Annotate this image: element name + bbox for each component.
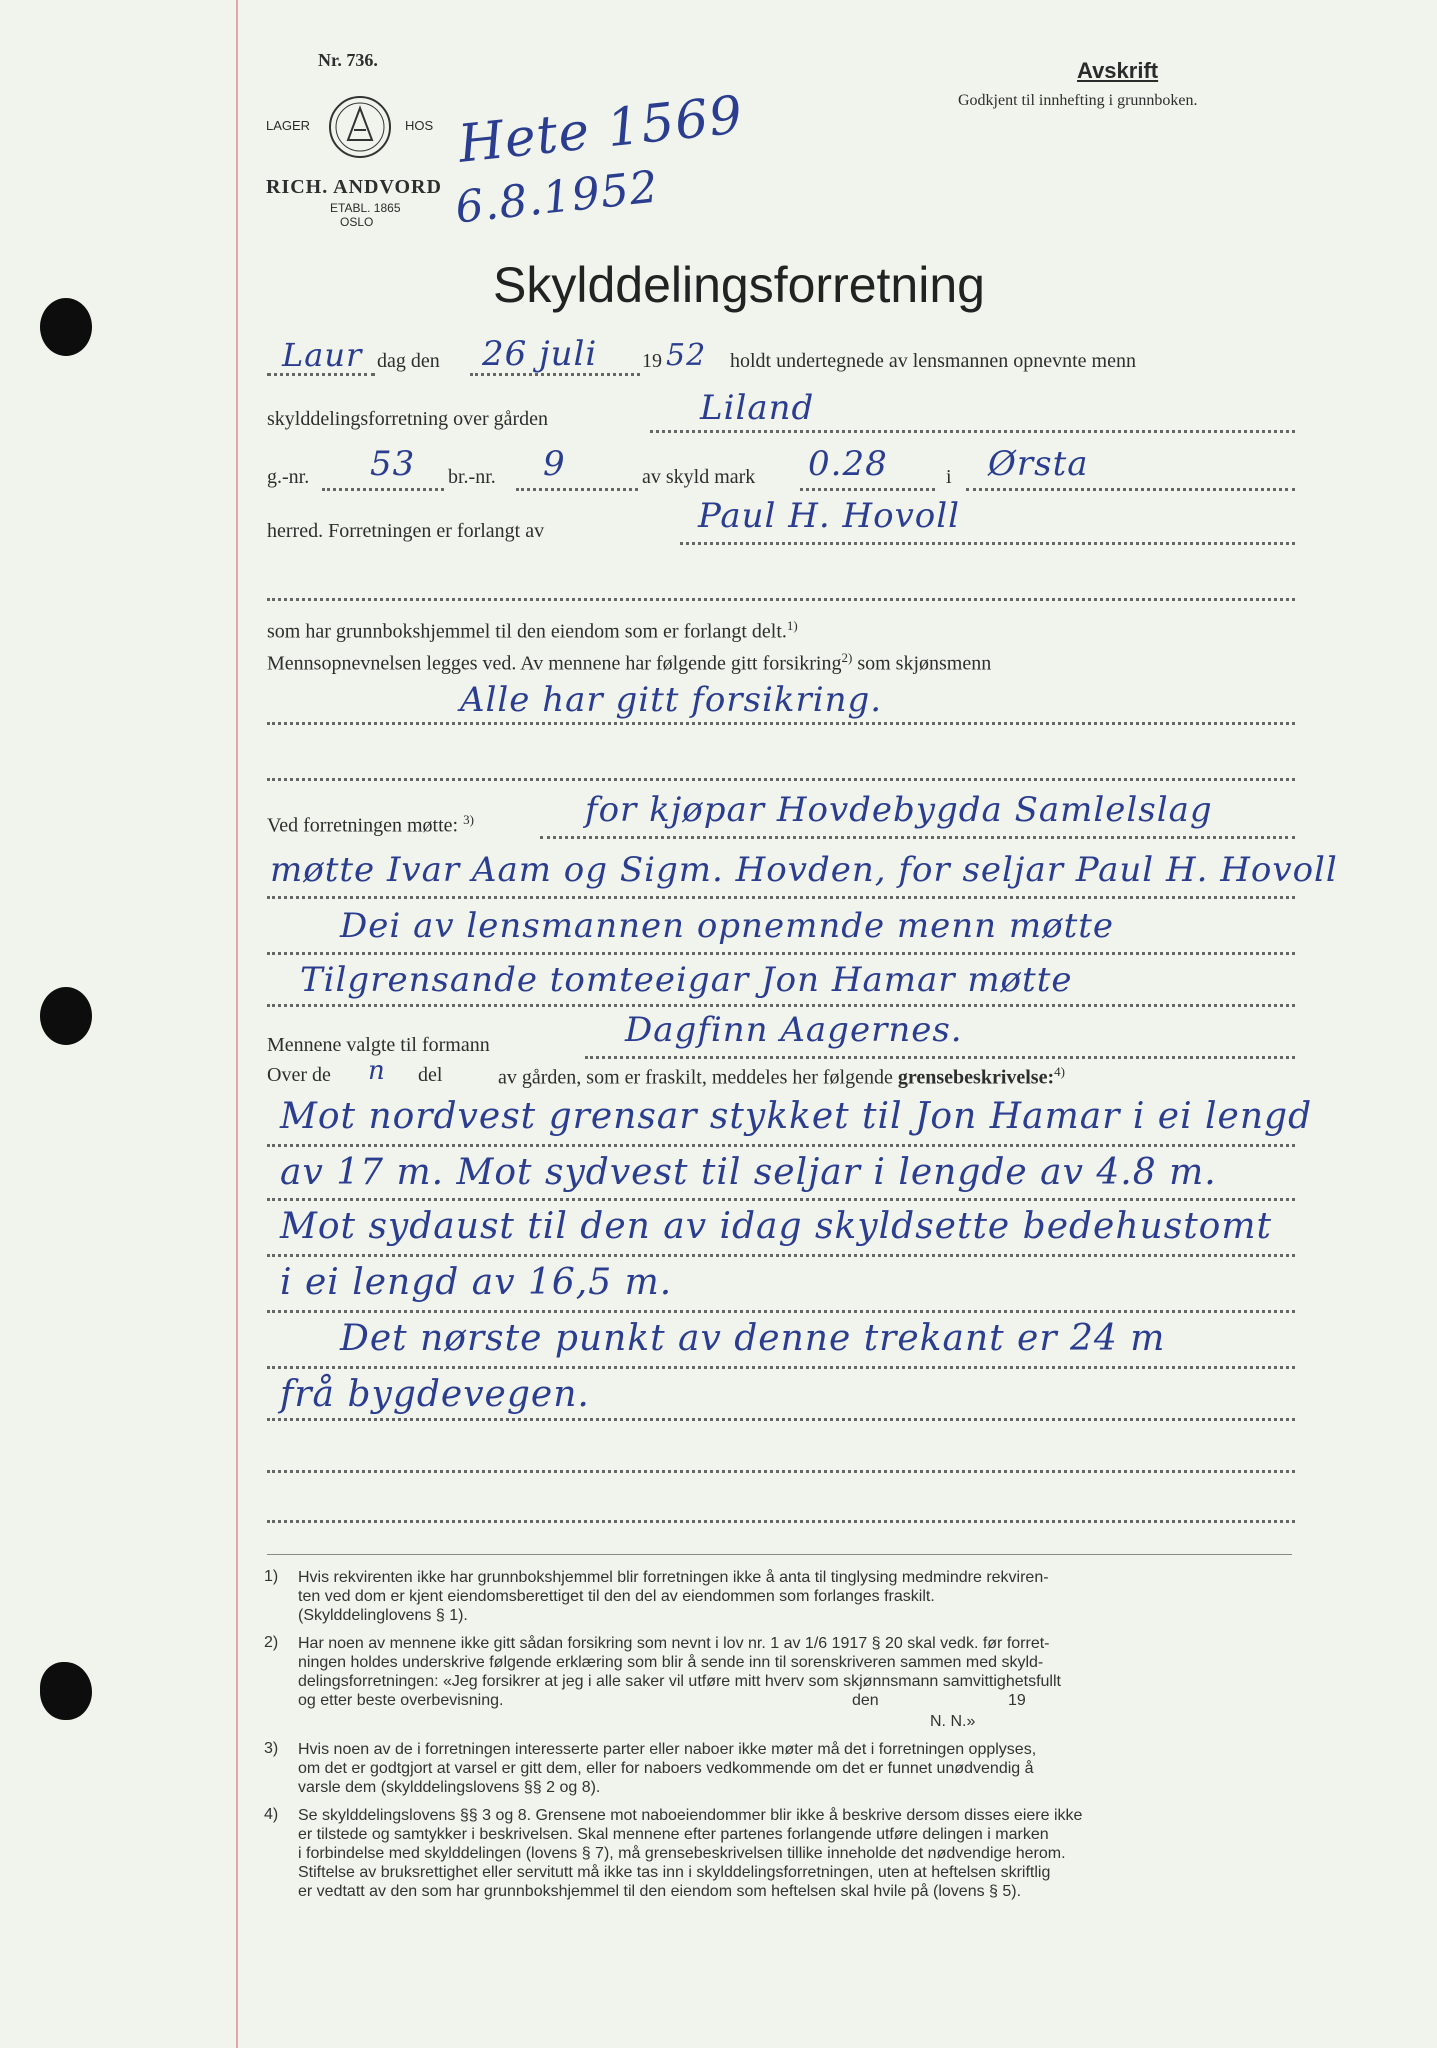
copy-label: Avskrift [1077,58,1159,83]
dotted-line [267,1198,1295,1201]
formann-label: Mennene valgte til formann [267,1034,490,1056]
footnote-3 [298,1740,1036,1797]
over-de-label: Over de [267,1064,331,1086]
punch-hole [40,987,92,1045]
weekday-hand: Laur [282,336,363,374]
dotted-line [267,373,375,376]
formann-hand: Dagfinn Aagernes. [625,1010,963,1050]
dotted-line [267,1418,1295,1421]
footnote-number: 1) [264,1568,279,1585]
handwritten-reference: Hete 1569 [455,85,747,175]
gnr-hand: 53 [370,444,416,484]
dotted-line [966,488,1295,491]
mote-line4-hand: Tilgrensande tomteeigar Jon Hamar møtte [300,960,1073,1000]
year-suffix-hand: 52 [666,338,707,373]
form-number: Nr. 736. [318,50,378,70]
punch-hole [40,298,92,356]
footnote-2-year: 19 [1008,1692,1026,1709]
footnote-line: ningen holdes underskrive følgende erklæring som blir å sende inn til sorenskriveren sammen med skyld- [298,1654,1044,1671]
mennsop-text-b: som skjønsmenn [857,652,992,675]
bnr-hand: 9 [543,444,566,484]
footnote-4 [298,1806,1082,1901]
footnote-line: er vedtatt av den som har grunnbokshjemmel til den eiendom som heftelsen skal hvile på (lovens § 5). [298,1883,1022,1900]
mote-line2-hand: møtte Ivar Aam og Sigm. Hovden, for seljar Paul H. Hovoll [270,850,1338,890]
hjemmel-text-body: som har grunnbokshjemmel til den eiendom som er forlangt delt. [267,620,787,643]
desc-line1-hand: Mot nordvest grensar stykket til Jon Hamar i ei lengd [280,1096,1313,1137]
held-text: holdt undertegnede av lensmannen opnevnte menn [730,350,1136,372]
dotted-line [267,1470,1295,1473]
bnr-label: br.-nr. [448,466,496,488]
footnote-1 [298,1568,1049,1625]
dotted-line [470,373,640,376]
handwritten-date: 6.8.1952 [452,161,662,234]
footnote-ref: 1) [786,618,798,633]
dotted-line [267,1254,1295,1257]
dotted-line [267,598,1295,601]
footnote-ref: 3) [463,812,474,827]
footnote-line: om det er godtgjort at varsel er gitt dem, eller for naboers vedkommende om det er funnet unødvendig å [298,1760,1034,1777]
footnote-line: Se skylddelingslovens §§ 3 og 8. Grensene mot naboeiendommer blir ikke å beskrive dersom disses eiere ikke [298,1807,1083,1824]
footnote-line: Har noen av mennene ikke gitt sådan forsikring som nevnt i lov nr. 1 av 1/6 1917 § 20 skal vedk. før forret- [298,1635,1050,1652]
mennsop-text [267,650,991,676]
del-label: del [418,1064,443,1086]
dotted-line [800,488,935,491]
footnote-line: ten ved dom er kjent eiendomsberettiget til den del av eiendommen som forlanges fraskilt. [298,1588,935,1605]
desc-line4-hand: i ei lengd av 16,5 m. [280,1262,673,1303]
publisher-logo [316,92,404,162]
footnote-number: 2) [264,1634,279,1651]
municipality-hand: Ørsta [988,444,1089,484]
i-label: i [946,466,952,488]
footnote-line: varsle dem (skylddelingslovens §§ 2 og 8). [298,1779,601,1796]
footnote-2-den: den [852,1692,879,1709]
footnote-2 [298,1634,1061,1710]
dotted-line [516,488,638,491]
skyld-label: av skyld mark [642,466,756,488]
date-day-hand: 26 juli [482,334,598,374]
publisher-city: OSLO [340,215,374,229]
footnote-line: Hvis noen av de i forretningen interesserte parter eller naboer ikke møter må det i forretningen opplyses, [298,1741,1037,1758]
requester-hand: Paul H. Hovoll [698,496,961,536]
mote-line3-hand: Dei av lensmannen opnemnde menn møtte [340,906,1115,946]
desc-line5-hand: Det nørste punkt av denne trekant er 24 m [340,1318,1166,1359]
over-de-hand: n [368,1056,386,1086]
footnote-ref: 2) [841,650,853,665]
footnote-line: Hvis rekvirenten ikke har grunnbokshjemmel blir forretningen ikke å anta til tinglysing medmindre rekviren- [298,1569,1049,1586]
footnote-line: Stiftelse av bruksrettighet eller servitutt må ikke tas inn i skylddelingsforretningen, uten at heftelsen skriftlig [298,1864,1051,1881]
farm-name-hand: Liland [700,388,815,428]
dotted-line [540,836,1295,839]
page-title: Skylddelingsforretning [493,257,985,313]
mennsop-text-a: Mennsopnevnelsen legges ved. Av mennene har følgende gitt forsikring [267,652,842,675]
dotted-line [267,1144,1295,1147]
approval-text: Godkjent til innhefting i grunnboken. [958,92,1198,109]
mote-line1-hand: for kjøpar Hovdebygda Samlelslag [585,790,1213,830]
grense-text-body: av gården, som er fraskilt, meddeles her følgende [498,1066,893,1089]
footnote-line: i forbindelse med skylddelingen (lovens § 7), må grensebeskrivelsen tillike inneholde det nødvendige herom. [298,1845,1066,1862]
hjemmel-text [267,618,798,644]
grense-text [498,1064,1065,1090]
publisher-established: ETABL. 1865 [330,201,401,215]
dotted-line [650,430,1295,433]
stamp-right: HOS [405,118,434,133]
dotted-line [267,1520,1295,1523]
dotted-line [585,1056,1295,1059]
desc-line2-hand: av 17 m. Mot sydvest til seljar i lengde av 4.8 m. [280,1152,1217,1193]
stamp-left: LAGER [266,118,311,133]
dotted-line [267,896,1295,899]
dotted-line [680,542,1295,545]
footnote-number: 3) [264,1740,279,1757]
footnote-number: 4) [264,1806,279,1823]
dag-den-label: dag den [377,350,440,372]
desc-line6-hand: frå bygdevegen. [280,1374,590,1415]
publisher-name: RICH. ANDVORD [266,176,442,198]
dotted-line [267,778,1295,781]
year-prefix: 19 [642,350,662,372]
dotted-line [322,488,444,491]
gnr-label: g.-nr. [267,466,310,488]
desc-line3-hand: Mot sydaust til den av idag skyldsette bedehustomt [280,1206,1272,1247]
dotted-line [267,952,1295,955]
skyld-hand: 0.28 [808,444,888,484]
mote-label-text: Ved forretningen møtte: [267,814,459,837]
footnote-2-nn: N. N.» [930,1713,976,1730]
footnote-line: delingsforretningen: «Jeg forsikrer at jeg i alle saker vil utføre mitt hverv som skjønnsmann samvittighetsfullt [298,1673,1061,1690]
dotted-line [267,1310,1295,1313]
footnote-line: og etter beste overbevisning. [298,1692,504,1709]
grense-bold: grensebeskrivelse: [897,1066,1055,1089]
herred-text: herred. Forretningen er forlangt av [267,520,545,542]
dotted-line [267,722,1295,725]
dotted-line [267,1366,1295,1369]
margin-line [236,0,238,2048]
forsikring-hand: Alle har gitt forsikring. [460,680,883,720]
footnote-ref: 4) [1054,1064,1065,1079]
footnote-separator [267,1554,1292,1555]
over-farm-label: skylddelingsforretning over gården [267,408,549,430]
footnote-line: (Skylddelinglovens § 1). [298,1607,468,1624]
dotted-line [267,1004,1295,1007]
punch-hole [40,1662,92,1720]
footnote-line: er tilstede og samtykker i beskrivelsen. Skal mennene efter partenes forlangende utføre delingen i marken [298,1826,1049,1843]
mote-label [267,812,474,838]
